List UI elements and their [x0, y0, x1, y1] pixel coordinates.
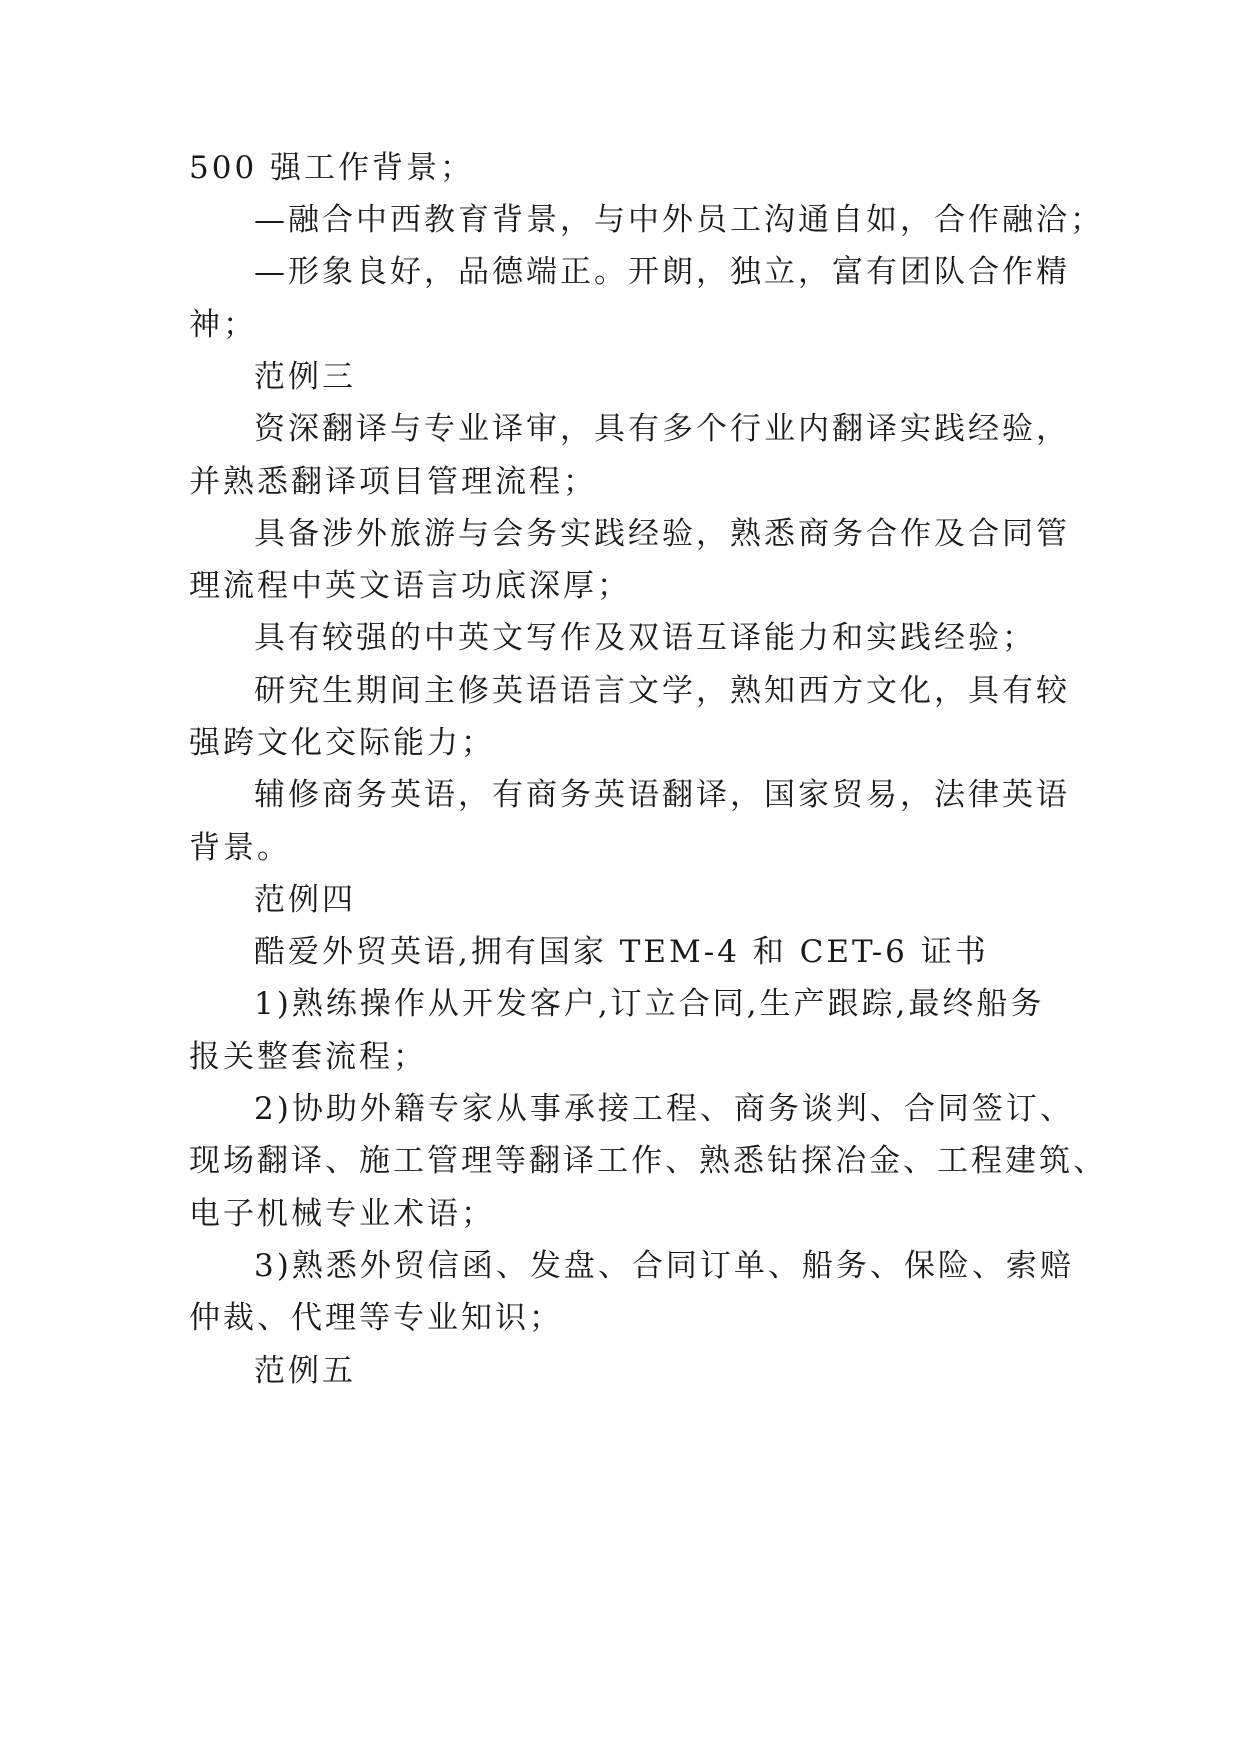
text-line: 电子机械专业术语；: [189, 1196, 495, 1232]
text-line: 具有较强的中英文写作及双语互译能力和实践经验；: [254, 620, 1036, 656]
text-line: 具备涉外旅游与会务实践经验，熟悉商务合作及合同管: [254, 516, 1070, 552]
text-line: 辅修商务英语，有商务英语翻译，国家贸易，法律英语: [254, 777, 1070, 813]
text-line: 理流程中英文语言功底深厚；: [189, 568, 631, 604]
text-line: 2)协助外籍专家从事承接工程、商务谈判、合同签订、: [254, 1091, 1074, 1127]
text-line: 神；: [189, 307, 257, 343]
text-line: 资深翻译与专业译审，具有多个行业内翻译实践经验，: [254, 411, 1070, 447]
text-line: 现场翻译、施工管理等翻译工作、熟悉钻探冶金、工程建筑、: [189, 1143, 1107, 1179]
text-line: 报关整套流程；: [189, 1039, 427, 1075]
text-line: 1)熟练操作从开发客户,订立合同,生产跟踪,最终船务: [254, 986, 1045, 1022]
text-line: 背景。: [189, 830, 291, 866]
text-line: 500 强工作背景；: [189, 150, 475, 186]
text-line: 并熟悉翻译项目管理流程；: [189, 464, 597, 500]
text-line: —形象良好，品德端正。开朗，独立，富有团队合作精: [254, 254, 1070, 290]
text-line: 3)熟悉外贸信函、发盘、合同订单、船务、保险、索赔: [254, 1248, 1074, 1284]
section-heading: 范例四: [254, 882, 356, 918]
text-line: 强跨文化交际能力；: [189, 725, 495, 761]
section-heading: 范例五: [254, 1353, 356, 1389]
text-line: —融合中西教育背景，与中外员工沟通自如，合作融洽；: [254, 202, 1104, 238]
section-heading: 范例三: [254, 359, 356, 395]
text-line: 研究生期间主修英语语言文学，熟知西方文化，具有较: [254, 673, 1070, 709]
text-line: 仲裁、代理等专业知识；: [189, 1300, 563, 1336]
text-line: 酷爱外贸英语,拥有国家 TEM-4 和 CET-6 证书: [254, 934, 989, 970]
